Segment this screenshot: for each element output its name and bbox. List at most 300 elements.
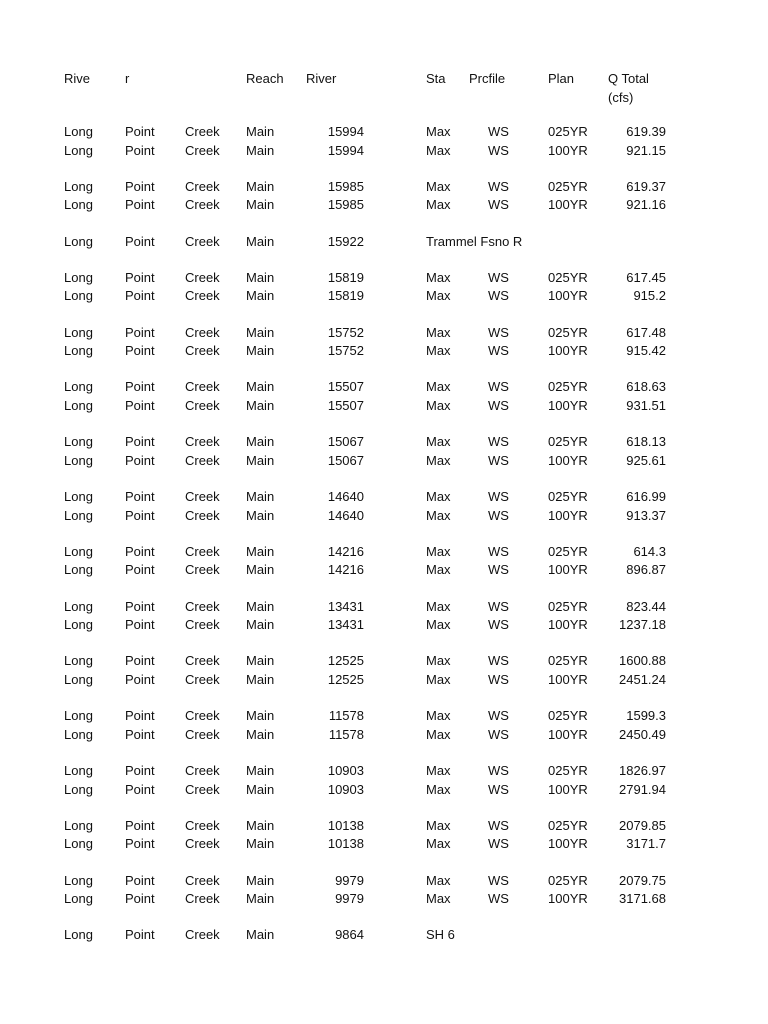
cell-profile-max: Max xyxy=(426,398,451,413)
cell-river-name-2: Point xyxy=(125,288,155,304)
cell-river-name-1: Long xyxy=(64,781,93,797)
table-row xyxy=(0,397,768,415)
cell-river-name-1: Long xyxy=(64,763,93,778)
cell-profile-ws: WS xyxy=(488,617,509,633)
table-row xyxy=(0,561,768,579)
cell-river-name-1: Long xyxy=(64,598,93,614)
table-row xyxy=(0,378,768,396)
cell-q-total: 614.3 xyxy=(633,543,666,559)
cell-river-name-2: Point xyxy=(125,178,155,194)
cell-river-name-1: Long xyxy=(64,507,93,523)
cell-profile-max: Max xyxy=(426,781,451,797)
cell-reach: Main xyxy=(246,452,275,468)
cell-river-name-3: Creek xyxy=(185,726,220,742)
cell-profile-ws: WS xyxy=(488,324,509,340)
cell-profile-max: Max xyxy=(426,836,451,852)
cell-reach: Main xyxy=(246,598,275,614)
cell-reach: Main xyxy=(246,288,275,304)
cell-q-total: 2079.75 xyxy=(619,872,666,888)
cell-river-name-3: Creek xyxy=(185,653,220,669)
cell-river-sta: 10903 xyxy=(327,781,364,797)
cell-profile-max: Max xyxy=(426,343,451,359)
cell-q-total: 2450.49 xyxy=(619,726,666,742)
cell-river-name-1: Long xyxy=(64,379,93,395)
cell-reach: Main xyxy=(246,927,275,943)
table-row xyxy=(0,817,768,835)
cell-river-name-2: Point xyxy=(125,434,155,450)
table-row xyxy=(0,543,768,561)
cell-river-name-2: Point xyxy=(125,763,155,778)
cell-river-name-1: Long xyxy=(64,233,93,249)
cell-profile-max: Max xyxy=(426,891,451,907)
cell-river-name-2: Point xyxy=(125,817,155,833)
cell-river-name-1: Long xyxy=(64,343,93,359)
cell-note: Trammel Fsno R xyxy=(426,233,523,249)
cell-river-sta: 15507 xyxy=(327,398,364,413)
cell-river-name-2: Point xyxy=(125,562,155,578)
cell-profile-max: Max xyxy=(426,324,451,340)
cell-reach: Main xyxy=(246,269,275,285)
cell-river-name-2: Point xyxy=(125,452,155,468)
cell-river-name-2: Point xyxy=(125,197,155,213)
cell-river-name-1: Long xyxy=(64,452,93,468)
cell-q-total: 823.44 xyxy=(626,598,666,614)
cell-plan: 025YR xyxy=(548,379,588,395)
cell-reach: Main xyxy=(246,653,275,669)
cell-q-total: 1600.88 xyxy=(619,653,666,669)
cell-river-sta: 11578 xyxy=(328,708,364,724)
cell-plan: 100YR xyxy=(548,288,588,304)
cell-profile-max: Max xyxy=(426,872,451,888)
table-row xyxy=(0,652,768,670)
cell-profile-ws: WS xyxy=(488,178,509,194)
cell-profile-max: Max xyxy=(426,672,451,687)
cell-river-name-3: Creek xyxy=(185,781,220,797)
cell-river-name-1: Long xyxy=(64,891,93,907)
cell-profile-ws: WS xyxy=(488,726,509,742)
cell-river-name-3: Creek xyxy=(185,872,220,888)
table-row xyxy=(0,196,768,214)
cell-river-name-3: Creek xyxy=(185,324,220,340)
header-plan: Plan xyxy=(548,71,575,86)
cell-plan: 100YR xyxy=(548,836,588,852)
cell-river-name-1: Long xyxy=(64,269,93,285)
cell-q-total: 619.39 xyxy=(626,124,666,139)
cell-river-name-1: Long xyxy=(64,726,93,742)
table-row xyxy=(0,835,768,853)
cell-river-name-3: Creek xyxy=(185,763,220,778)
cell-plan: 100YR xyxy=(548,398,588,413)
cell-river-name-2: Point xyxy=(125,124,155,139)
cell-plan: 100YR xyxy=(548,507,588,523)
cell-profile-max: Max xyxy=(426,598,451,614)
table-row xyxy=(0,726,768,744)
cell-river-name-3: Creek xyxy=(185,434,220,450)
cell-plan: 100YR xyxy=(548,672,588,687)
cell-reach: Main xyxy=(246,617,275,633)
cell-river-name-3: Creek xyxy=(185,817,220,833)
cell-profile-ws: WS xyxy=(488,817,509,833)
cell-profile-max: Max xyxy=(426,763,451,778)
cell-river-name-1: Long xyxy=(64,672,93,687)
cell-river-name-1: Long xyxy=(64,434,93,450)
cell-river-name-2: Point xyxy=(125,836,155,852)
table-row xyxy=(0,142,768,160)
table-row xyxy=(0,488,768,506)
table-row xyxy=(0,707,768,725)
cell-river-name-2: Point xyxy=(125,708,155,724)
cell-q-total: 616.99 xyxy=(626,489,666,504)
table-row xyxy=(0,872,768,890)
cell-river-sta: 15752 xyxy=(327,343,364,359)
cell-river-name-3: Creek xyxy=(185,124,220,139)
cell-profile-ws: WS xyxy=(488,124,509,139)
header-q-total-line1: Q Total xyxy=(608,71,649,86)
header-reach: Reach xyxy=(246,71,284,86)
cell-river-name-3: Creek xyxy=(185,543,220,559)
cell-river-sta: 15985 xyxy=(327,178,364,194)
cell-river-name-3: Creek xyxy=(185,288,220,304)
cell-profile-max: Max xyxy=(426,142,451,158)
cell-river-name-2: Point xyxy=(125,324,155,340)
cell-plan: 100YR xyxy=(548,891,588,907)
cell-profile-max: Max xyxy=(426,452,451,468)
cell-river-name-3: Creek xyxy=(185,489,220,504)
cell-river-name-2: Point xyxy=(125,891,155,907)
cell-profile-ws: WS xyxy=(488,836,509,852)
table-row xyxy=(0,507,768,525)
cell-river-name-2: Point xyxy=(125,872,155,888)
cell-river-name-2: Point xyxy=(125,379,155,395)
cell-river-name-3: Creek xyxy=(185,142,220,158)
cell-profile-ws: WS xyxy=(488,891,509,907)
cell-river-name-2: Point xyxy=(125,726,155,742)
cell-river-name-2: Point xyxy=(125,507,155,523)
cell-reach: Main xyxy=(246,324,275,340)
cell-plan: 025YR xyxy=(548,543,588,559)
cell-river-sta: 12525 xyxy=(327,672,364,687)
cell-q-total: 2791.94 xyxy=(619,781,666,797)
cell-river-name-2: Point xyxy=(125,781,155,797)
cell-river-sta: 15067 xyxy=(327,434,364,450)
table-row xyxy=(0,287,768,305)
cell-q-total: 617.45 xyxy=(626,269,666,285)
cell-plan: 025YR xyxy=(548,872,588,888)
header-profile: Prcfile xyxy=(469,71,506,86)
cell-river-sta: 10903 xyxy=(327,763,364,778)
cell-river-sta: 14640 xyxy=(327,489,364,504)
cell-river-sta: 10138 xyxy=(327,836,364,852)
cell-river-name-3: Creek xyxy=(185,197,220,213)
table-row xyxy=(0,269,768,287)
cell-plan: 100YR xyxy=(548,781,588,797)
cell-profile-ws: WS xyxy=(488,489,509,504)
cell-reach: Main xyxy=(246,726,275,742)
cell-river-name-3: Creek xyxy=(185,379,220,395)
header-rive: Rive xyxy=(64,71,91,86)
cell-river-name-1: Long xyxy=(64,142,93,158)
cell-q-total: 921.15 xyxy=(626,142,666,158)
cell-plan: 025YR xyxy=(548,434,588,450)
cell-plan: 025YR xyxy=(548,708,588,724)
cell-profile-ws: WS xyxy=(488,672,509,687)
cell-profile-ws: WS xyxy=(488,343,509,359)
cell-profile-max: Max xyxy=(426,708,451,724)
cell-reach: Main xyxy=(246,379,275,395)
cell-profile-max: Max xyxy=(426,288,451,304)
cell-river-name-1: Long xyxy=(64,836,93,852)
cell-q-total: 3171.68 xyxy=(619,891,666,907)
cell-profile-ws: WS xyxy=(488,507,509,523)
cell-q-total: 1826.97 xyxy=(619,763,666,778)
cell-profile-max: Max xyxy=(426,197,451,213)
cell-profile-ws: WS xyxy=(488,872,509,888)
cell-river-name-3: Creek xyxy=(185,672,220,687)
cell-reach: Main xyxy=(246,507,275,523)
cell-plan: 100YR xyxy=(548,452,588,468)
cell-reach: Main xyxy=(246,672,275,687)
cell-q-total: 617.48 xyxy=(626,324,666,340)
table-row xyxy=(0,178,768,196)
cell-river-sta: 15819 xyxy=(327,269,364,285)
cell-profile-ws: WS xyxy=(488,288,509,304)
header-sta: Sta xyxy=(426,71,446,86)
cell-river-name-2: Point xyxy=(125,269,155,285)
cell-q-total: 1237.18 xyxy=(619,617,666,633)
cell-river-name-3: Creek xyxy=(185,507,220,523)
cell-river-name-2: Point xyxy=(125,398,155,413)
cell-river-name-1: Long xyxy=(64,562,93,578)
cell-river-name-1: Long xyxy=(64,872,93,888)
cell-plan: 025YR xyxy=(548,269,588,285)
cell-plan: 025YR xyxy=(548,598,588,614)
cell-reach: Main xyxy=(246,197,275,213)
cell-q-total: 1599.3 xyxy=(626,708,666,724)
cell-reach: Main xyxy=(246,434,275,450)
cell-profile-ws: WS xyxy=(488,269,509,285)
cell-reach: Main xyxy=(246,562,275,578)
cell-plan: 100YR xyxy=(548,617,588,633)
cell-river-name-2: Point xyxy=(125,142,155,158)
table-row xyxy=(0,598,768,616)
cell-plan: 100YR xyxy=(548,142,588,158)
cell-river-name-1: Long xyxy=(64,653,93,669)
cell-river-name-3: Creek xyxy=(185,562,220,578)
cell-river-name-1: Long xyxy=(64,324,93,340)
cell-river-sta: 15922 xyxy=(327,233,364,249)
cell-q-total: 915.2 xyxy=(633,288,666,304)
cell-river-name-2: Point xyxy=(125,672,155,687)
cell-reach: Main xyxy=(246,233,275,249)
cell-river-name-3: Creek xyxy=(185,398,220,413)
cell-plan: 025YR xyxy=(548,763,588,778)
cell-reach: Main xyxy=(246,343,275,359)
table-row xyxy=(0,616,768,634)
cell-plan: 025YR xyxy=(548,489,588,504)
cell-river-sta: 15752 xyxy=(327,324,364,340)
table-row xyxy=(0,926,768,944)
cell-profile-max: Max xyxy=(426,617,451,633)
cell-river-name-1: Long xyxy=(64,178,93,194)
cell-profile-max: Max xyxy=(426,489,451,504)
cell-reach: Main xyxy=(246,781,275,797)
cell-river-sta: 9979 xyxy=(335,872,364,888)
cell-river-sta: 13431 xyxy=(327,598,364,614)
cell-river-name-3: Creek xyxy=(185,927,220,943)
cell-profile-ws: WS xyxy=(488,562,509,578)
cell-q-total: 619.37 xyxy=(626,178,666,194)
cell-river-name-1: Long xyxy=(64,489,93,504)
cell-river-name-3: Creek xyxy=(185,891,220,907)
cell-reach: Main xyxy=(246,763,275,778)
cell-river-name-3: Creek xyxy=(185,598,220,614)
cell-profile-ws: WS xyxy=(488,653,509,669)
cell-river-sta: 12525 xyxy=(327,653,364,669)
cell-river-sta: 15994 xyxy=(327,124,364,139)
table-row xyxy=(0,762,768,780)
cell-river-name-2: Point xyxy=(125,489,155,504)
cell-profile-max: Max xyxy=(426,726,451,742)
table-row xyxy=(0,324,768,342)
cell-q-total: 2451.24 xyxy=(619,672,666,687)
cell-reach: Main xyxy=(246,891,275,907)
cell-river-name-2: Point xyxy=(125,233,155,249)
cell-q-total: 2079.85 xyxy=(619,817,666,833)
table-row xyxy=(0,781,768,799)
cell-river-name-1: Long xyxy=(64,288,93,304)
cell-profile-ws: WS xyxy=(488,379,509,395)
cell-river-name-3: Creek xyxy=(185,708,220,724)
cell-river-sta: 15067 xyxy=(327,452,364,468)
cell-river-sta: 14216 xyxy=(327,543,364,559)
header-q-total xyxy=(608,69,649,107)
cell-river-name-1: Long xyxy=(64,197,93,213)
cell-river-name-1: Long xyxy=(64,817,93,833)
cell-plan: 025YR xyxy=(548,178,588,194)
cell-profile-ws: WS xyxy=(488,452,509,468)
cell-reach: Main xyxy=(246,543,275,559)
table-row xyxy=(0,342,768,360)
cell-profile-max: Max xyxy=(426,562,451,578)
cell-q-total: 618.13 xyxy=(626,434,666,450)
cell-plan: 025YR xyxy=(548,324,588,340)
cell-river-name-1: Long xyxy=(64,543,93,559)
cell-river-name-3: Creek xyxy=(185,452,220,468)
cell-river-sta: 10138 xyxy=(327,817,364,833)
cell-river-name-2: Point xyxy=(125,543,155,559)
cell-profile-max: Max xyxy=(426,379,451,395)
cell-profile-ws: WS xyxy=(488,708,509,724)
cell-profile-ws: WS xyxy=(488,598,509,614)
cell-profile-max: Max xyxy=(426,124,451,139)
cell-river-name-2: Point xyxy=(125,653,155,669)
cell-river-sta: 15994 xyxy=(327,142,364,158)
cell-profile-max: Max xyxy=(426,653,451,669)
cell-river-name-3: Creek xyxy=(185,343,220,359)
cell-profile-ws: WS xyxy=(488,142,509,158)
cell-river-name-1: Long xyxy=(64,708,93,724)
cell-river-sta: 14216 xyxy=(327,562,364,578)
header-q-total-line2: (cfs) xyxy=(608,90,634,105)
table-row xyxy=(0,452,768,470)
cell-q-total: 3171.7 xyxy=(626,836,666,852)
cell-profile-max: Max xyxy=(426,269,451,285)
cell-river-name-3: Creek xyxy=(185,233,220,249)
cell-river-name-1: Long xyxy=(64,927,93,943)
cell-q-total: 618.63 xyxy=(626,379,666,395)
table-row xyxy=(0,233,768,251)
cell-q-total: 925.61 xyxy=(626,452,666,468)
cell-river-name-3: Creek xyxy=(185,836,220,852)
cell-profile-ws: WS xyxy=(488,398,509,413)
cell-profile-max: Max xyxy=(426,817,451,833)
cell-reach: Main xyxy=(246,489,275,504)
cell-profile-ws: WS xyxy=(488,763,509,778)
cell-river-name-1: Long xyxy=(64,617,93,633)
cell-reach: Main xyxy=(246,398,275,413)
cell-reach: Main xyxy=(246,142,275,158)
cell-river-name-3: Creek xyxy=(185,178,220,194)
table-row xyxy=(0,123,768,141)
cell-river-sta: 15507 xyxy=(327,379,364,395)
cell-river-name-2: Point xyxy=(125,598,155,614)
cell-note: SH 6 xyxy=(426,927,455,943)
cell-profile-ws: WS xyxy=(488,197,509,213)
cell-q-total: 915.42 xyxy=(626,343,666,359)
cell-river-name-2: Point xyxy=(125,343,155,359)
cell-river-sta: 11578 xyxy=(328,726,364,742)
cell-river-name-2: Point xyxy=(125,927,155,943)
cell-plan: 025YR xyxy=(548,653,588,669)
cell-plan: 100YR xyxy=(548,726,588,742)
cell-profile-ws: WS xyxy=(488,543,509,559)
cell-river-sta: 15819 xyxy=(327,288,364,304)
table-header xyxy=(0,69,768,109)
cell-reach: Main xyxy=(246,708,275,724)
table-row xyxy=(0,671,768,689)
cell-river-name-3: Creek xyxy=(185,269,220,285)
cell-plan: 100YR xyxy=(548,562,588,578)
cell-reach: Main xyxy=(246,817,275,833)
table-row xyxy=(0,890,768,908)
cell-plan: 100YR xyxy=(548,343,588,359)
cell-reach: Main xyxy=(246,836,275,852)
cell-plan: 025YR xyxy=(548,817,588,833)
cell-river-sta: 15985 xyxy=(327,197,364,213)
cell-river-name-3: Creek xyxy=(185,617,220,633)
cell-river-sta: 13431 xyxy=(327,617,364,633)
cell-river-name-2: Point xyxy=(125,617,155,633)
cell-plan: 100YR xyxy=(548,197,588,213)
cell-profile-ws: WS xyxy=(488,781,509,797)
cell-q-total: 896.87 xyxy=(626,562,666,578)
cell-reach: Main xyxy=(246,872,275,888)
cell-river-sta: 14640 xyxy=(327,507,364,523)
cell-reach: Main xyxy=(246,124,275,139)
table-row xyxy=(0,433,768,451)
cell-profile-max: Max xyxy=(426,178,451,194)
cell-river-sta: 9979 xyxy=(335,891,364,907)
cell-profile-max: Max xyxy=(426,543,451,559)
cell-profile-max: Max xyxy=(426,507,451,523)
header-r: r xyxy=(125,71,130,86)
cell-river-name-1: Long xyxy=(64,398,93,413)
header-river: River xyxy=(306,71,337,86)
cell-river-name-1: Long xyxy=(64,124,93,139)
cell-q-total: 921.16 xyxy=(626,197,666,213)
cell-river-sta: 9864 xyxy=(335,927,364,943)
cell-plan: 025YR xyxy=(548,124,588,139)
